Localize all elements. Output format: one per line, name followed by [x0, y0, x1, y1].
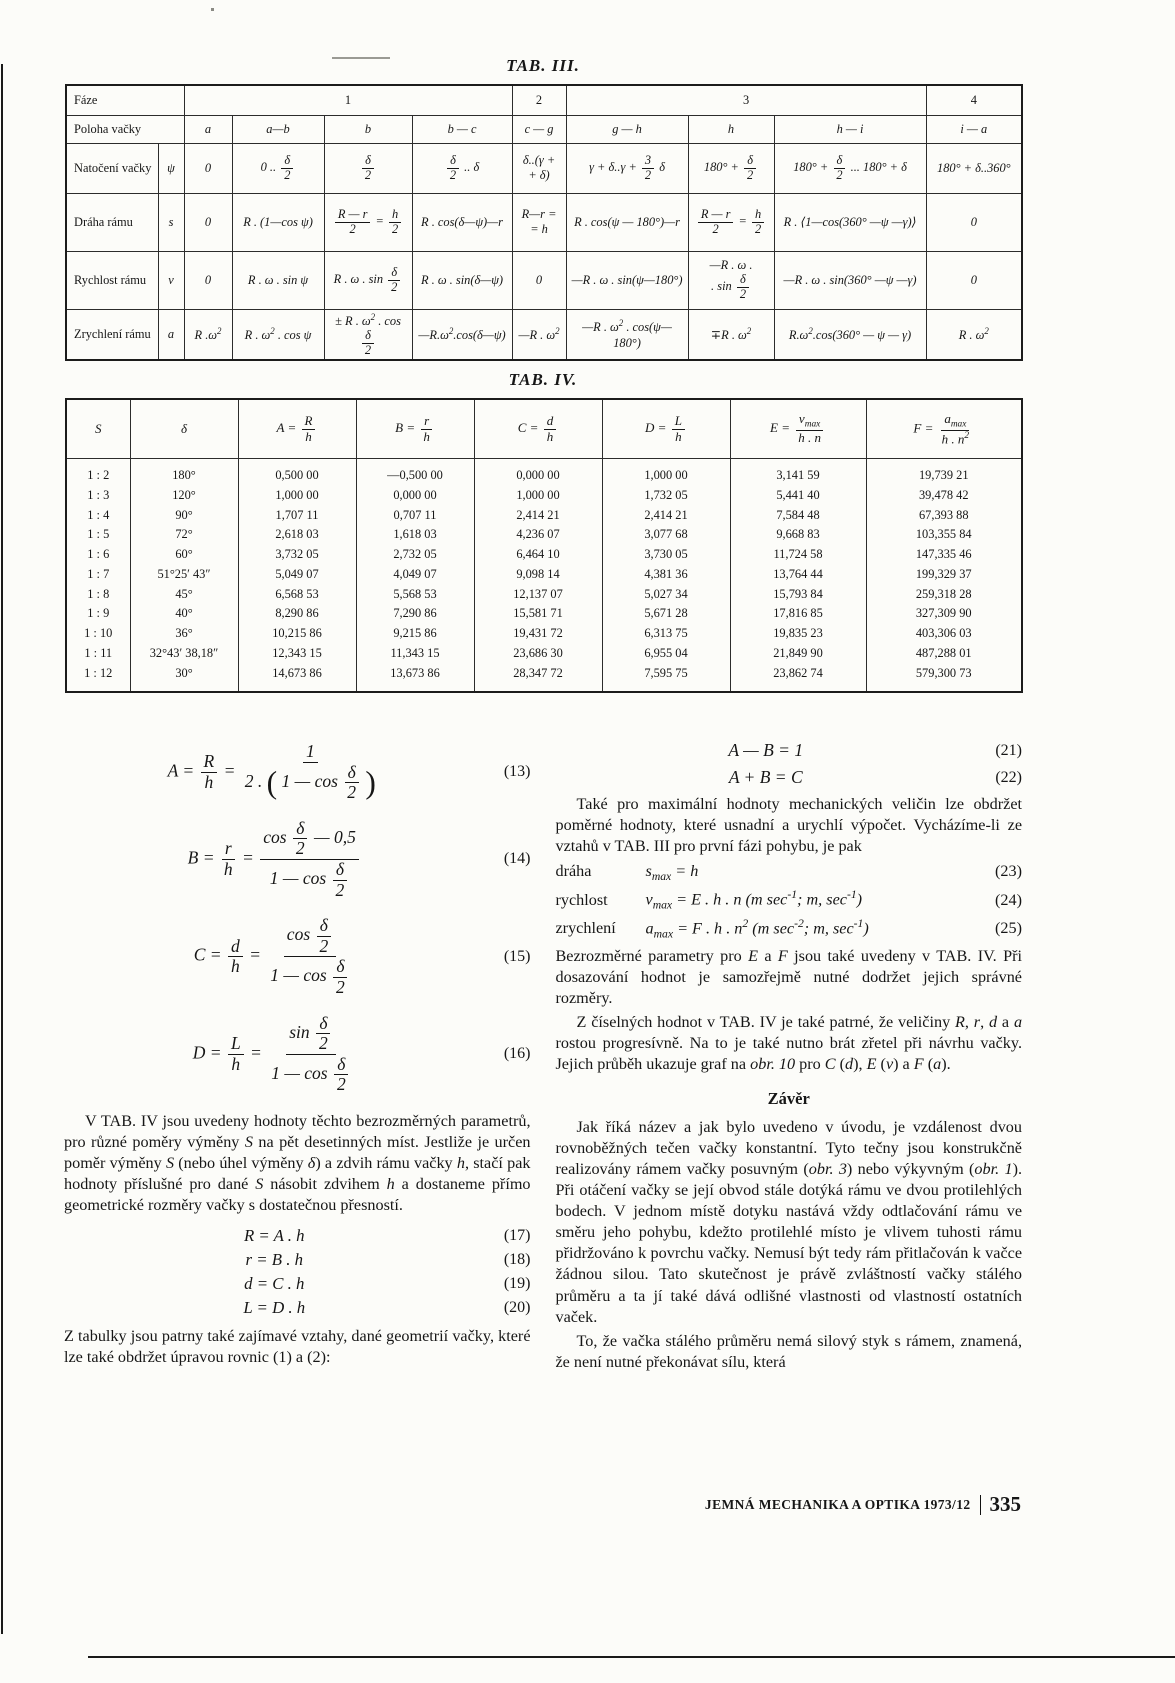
equation-24 — [556, 888, 1023, 912]
tab3-cell: R . $\omega^2$ — [926, 309, 1022, 360]
tab3-row-label: Dráha rámu — [66, 193, 158, 251]
tab3-cell: —R . $\omega^2$ — [512, 309, 566, 360]
paragraph-progressive: Z číselných hodnot v TAB. IV je také patrné, že veličiny R, r, d a a rostou progresívně. Na to je také nutno brát zřetel při návrhu vačky. Jejich průběh ukazuje graf na obr. 10 pro C (d), E (v) a F (a). — [555, 1012, 1023, 1073]
table-row — [66, 624, 1022, 644]
tab3-position-cell: h — i — [774, 115, 926, 143]
tab4-cell: 1,707 11 — [238, 505, 356, 525]
tab3-cell: 180° + $\frac{\delta}{2}$ — [688, 143, 774, 193]
table-row — [66, 143, 1022, 193]
tab3-position-cell: g — h — [566, 115, 688, 143]
tab4-title: TAB. IV. — [508, 370, 578, 389]
tab3-row-symbol: ψ — [158, 143, 184, 193]
tab4-cell: 32°43′ 38,18″ — [130, 644, 238, 664]
tab4-cell: 3,141 59 — [730, 459, 866, 486]
tab4-cell: 9,098 14 — [474, 565, 602, 585]
scan-artifact-bottom-line — [88, 1656, 1175, 1658]
equations-17-20 — [64, 1226, 531, 1318]
tab4-cell: 6,568 53 — [238, 584, 356, 604]
tab3-cell: R $.\omega^2$ — [184, 309, 232, 360]
tab3-position-cell: b — [324, 115, 412, 143]
equation-number: (24) — [995, 890, 1022, 909]
table-row — [66, 545, 1022, 565]
tab4-cell: 1,618 03 — [356, 525, 474, 545]
tab3-cell: $\frac{R — r}{2}$ = $\frac{h}{2}$ — [324, 193, 412, 251]
equation-formula: A = $\frac{R}{h}$ = 1 2 . ( 1 — cos $\frac{\delta}{2}$ ) — [167, 741, 376, 803]
equation-number: (17) — [503, 1227, 531, 1245]
tab4-cell: 5,027 34 — [602, 584, 730, 604]
table-row — [66, 251, 1022, 309]
tab4-cell: 5,671 28 — [602, 604, 730, 624]
tab4-cell: 120° — [130, 485, 238, 505]
tab3-row-symbol: v — [158, 251, 184, 309]
equation-formula: $a_{max} = F$ . h . $n^2$ (m $\sec^{-2}$; m, $\sec^{-1}$) — [645, 917, 869, 941]
tab4-cell: 4,236 07 — [474, 525, 602, 545]
table-row — [66, 644, 1022, 664]
tab3-title: TAB. III. — [506, 56, 580, 75]
tab3-position-cell: i — a — [926, 115, 1022, 143]
equation-formula: A + B = C — [728, 767, 803, 787]
tab4-cell: 17,816 85 — [730, 604, 866, 624]
tab4-header-row — [66, 399, 1022, 459]
tab4-cell: 60° — [130, 545, 238, 565]
tab4-cell: 4,381 36 — [602, 565, 730, 585]
tab3-cell: 180° + $\frac{\delta}{2}$ ... 180° + δ — [774, 143, 926, 193]
table-row — [66, 584, 1022, 604]
tab4-header-s: S — [66, 399, 130, 459]
tab4-cell: 1 : 8 — [66, 584, 130, 604]
tab4-cell: 4,049 07 — [356, 565, 474, 585]
tab4-cell: 1,000 00 — [474, 485, 602, 505]
equation-16 — [64, 1014, 531, 1095]
paragraph-tab4-values: V TAB. IV jsou uvedeny hodnoty těchto bezrozměrných parametrů, pro různé poměry výměny S na pět desetinných míst. Jestliže je určen poměr výměny S (nebo úhel výměny δ) a zdvih rámu vačky h, stačí pak hodnoty příslušné pro dané S násobit zdvihem h a dostaneme přímo geometrické rozměry vačky s dostatečnou přesností. — [64, 1111, 531, 1215]
tab4-cell: 10,215 86 — [238, 624, 356, 644]
equation-number: (21) — [995, 741, 1022, 759]
tab4-cell: 103,355 84 — [866, 525, 1022, 545]
tab3-cell: 0 — [184, 143, 232, 193]
equation-formula: d = C . h — [244, 1274, 305, 1294]
tab4-cell: 19,739 21 — [866, 459, 1022, 486]
equation-number: (23) — [995, 862, 1022, 881]
tab4-cell: 9,668 83 — [730, 525, 866, 545]
tab3-cell: ∓R . $\omega^2$ — [688, 309, 774, 360]
page-footer — [65, 1492, 1021, 1517]
journal-title: JEMNÁ MECHANIKA A OPTIKA 1973/12 — [704, 1496, 971, 1512]
tab4-cell: 19,431 72 — [474, 624, 602, 644]
equation-formula: D = $\frac{L}{h}$ = sin $\frac{\delta}{2}$ 1 — cos $\frac{\delta}{2}$ — [64, 1014, 485, 1095]
tab4-cell: 1 : 2 — [66, 459, 130, 486]
tab4-cell: 1,000 00 — [238, 485, 356, 505]
equation-15 — [64, 916, 531, 997]
equation-23 — [556, 862, 1023, 883]
scan-artifact-speck — [211, 8, 214, 11]
equation-label: zrychlení — [555, 919, 616, 938]
table-row — [66, 309, 1022, 360]
tab4-cell: 7,595 75 — [602, 663, 730, 691]
paragraph-max-values: Také pro maximální hodnoty mechanických veličin lze obdržet poměrné hodnoty, které usnadní a urychlí výpočet. Vycházíme-li ze vztahů v TAB. III pro první fázi pohybu, je pak — [555, 795, 1022, 856]
tab4-cell: 403,306 03 — [866, 624, 1022, 644]
tab3-phase-cell: 3 — [566, 85, 926, 115]
equation-label: dráha — [555, 862, 592, 881]
tab3-position-cell: c — g — [512, 115, 566, 143]
tab3-row-symbol: a — [158, 309, 184, 360]
tab3-phase-cell: 1 — [184, 85, 512, 115]
tab4-cell: 147,335 46 — [866, 545, 1022, 565]
tab3-cell: —R . ω . sin(360° —ψ —γ) — [774, 251, 926, 309]
tab3-cell: —R . ω . sin(ψ—180°) — [566, 251, 688, 309]
tab3-cell: R . ω . sin $\frac{\delta}{2}$ — [324, 251, 412, 309]
tab3-position-cell: a—b — [232, 115, 324, 143]
tab4-cell: 12,137 07 — [474, 584, 602, 604]
tab3-cell: 0 .. $\frac{\delta}{2}$ — [232, 143, 324, 193]
tab4-header-e: E = $\frac{v_{max}}{h . n}$ — [730, 399, 866, 459]
tab4-cell: 1,000 00 — [602, 459, 730, 486]
tab4-cell: 1 : 4 — [66, 505, 130, 525]
tab4-cell: 90° — [130, 505, 238, 525]
tab3-cell: $\frac{\delta}{2}$ — [324, 143, 412, 193]
tab4-cell: 13,764 44 — [730, 565, 866, 585]
tab4-cell: 0,000 00 — [356, 485, 474, 505]
article-body — [64, 734, 1022, 1376]
left-column — [64, 734, 531, 1376]
tab3-cell: R . $\omega^2$ . cos ψ — [232, 309, 324, 360]
table-row — [66, 485, 1022, 505]
equation-formula: r = B . h — [245, 1250, 303, 1270]
tab4-cell: 579,300 73 — [866, 663, 1022, 691]
tab4-cell: 9,215 86 — [356, 624, 474, 644]
tab4-cell: 327,309 90 — [866, 604, 1022, 624]
equation-formula: B = $\frac{r}{h}$ = cos $\frac{\delta}{2}$ — 0,5 1 — cos $\frac{\delta}{2}$ — [64, 819, 485, 900]
tab3-table — [65, 84, 1023, 361]
tab3-cell: 0 — [184, 193, 232, 251]
equation-formula: $s_{max} = h$ — [645, 862, 699, 884]
tab3-row-symbol: s — [158, 193, 184, 251]
tab4-cell: 19,835 23 — [730, 624, 866, 644]
table-row — [66, 193, 1022, 251]
tab3-cell: R . cos(δ—ψ)—r — [412, 193, 512, 251]
equation-21 — [556, 740, 1023, 761]
tab3-phase-cell: 4 — [926, 85, 1022, 115]
tab4-cell: —0,500 00 — [356, 459, 474, 486]
table-row — [66, 604, 1022, 624]
tab4-cell: 6,955 04 — [602, 644, 730, 664]
equation-number: (15) — [503, 947, 531, 965]
tab4-cell: 0,000 00 — [474, 459, 602, 486]
tab3-cell: R . (1—cos ψ) — [232, 193, 324, 251]
tab3-cell: R—r = = h — [512, 193, 566, 251]
tab4-cell: 3,732 05 — [238, 545, 356, 565]
paragraph-dimensionless: Bezrozměrné parametry pro E a F jsou také uvedeny v TAB. IV. Při dosazování hodnot je samozřejmě nutné dodržet jejich správné rozměry. — [555, 946, 1022, 1007]
tab3-cell: R . ⟨1—cos(360° —ψ —γ)⟩ — [774, 193, 926, 251]
tab3-cell: 0 — [512, 251, 566, 309]
equation-14 — [64, 819, 531, 900]
tab4-cell: 1 : 10 — [66, 624, 130, 644]
tab4-header-b: B = $\frac{r}{h}$ — [356, 399, 474, 459]
tab3-cell: $\frac{R — r}{2}$ = $\frac{h}{2}$ — [688, 193, 774, 251]
equation-20 — [64, 1298, 531, 1318]
tab3-cell: $\frac{\delta}{2}$ .. δ — [412, 143, 512, 193]
tab4-cell: 1 : 11 — [66, 644, 130, 664]
tab4-cell: 40° — [130, 604, 238, 624]
tab4-cell: 1 : 7 — [66, 565, 130, 585]
tab4-cell: 199,329 37 — [866, 565, 1022, 585]
equation-formula: $v_{max} = E$ . h . n (m $\sec^{-1}$; m, $\sec^{-1}$) — [645, 888, 863, 913]
tab4-cell: 13,673 86 — [356, 663, 474, 691]
tab3-cell: γ + δ..γ + $\frac{3}{2}$ δ — [566, 143, 688, 193]
tab4-cell: 5,049 07 — [238, 565, 356, 585]
tab4-cell: 15,793 84 — [730, 584, 866, 604]
paragraph-table-relations: Z tabulky jsou patrny také zajímavé vztahy, dané geometrií vačky, které lze také obdržet úpravou rovnic (1) a (2): — [64, 1327, 531, 1367]
equation-number: (19) — [503, 1275, 531, 1293]
tab4-table — [65, 398, 1023, 693]
table-row — [66, 505, 1022, 525]
tab4-header-delta: δ — [130, 399, 238, 459]
tab3-position-row — [66, 115, 1022, 143]
tab4-cell: 7,290 86 — [356, 604, 474, 624]
tab4-cell: 5,568 53 — [356, 584, 474, 604]
tab3-phase-cell: 2 — [512, 85, 566, 115]
tab4-cell: 1 : 6 — [66, 545, 130, 565]
equation-number: (22) — [995, 768, 1022, 786]
paragraph-conclusion-2: To, že vačka stálého průměru nemá silový styk s rámem, znamená, že není nutné překonávat sílu, která — [555, 1331, 1022, 1371]
tab3-cell: ± R . $\omega^2$ . cos $\frac{\delta}{2}$ — [324, 309, 412, 360]
tab4-cell: 21,849 90 — [730, 644, 866, 664]
tab3-cell: —R . ω . . sin $\frac{\delta}{2}$ — [688, 251, 774, 309]
tab4-cell: 6,464 10 — [474, 545, 602, 565]
tab4-body — [66, 459, 1022, 692]
page-number: 335 — [989, 1492, 1021, 1516]
tab4-cell: 28,347 72 — [474, 663, 602, 691]
tab4-cell: 0,500 00 — [238, 459, 356, 486]
tab4-header-f: F = $\frac{a_{max}}{h . n^2}$ — [866, 399, 1022, 459]
tab3-phase-row — [66, 85, 1022, 115]
tab4-cell: 39,478 42 — [866, 485, 1022, 505]
tab4-cell: 3,730 05 — [602, 545, 730, 565]
tab4-cell: 45° — [130, 584, 238, 604]
equation-number: (13) — [503, 763, 531, 781]
tab3-cell: $R.\omega^2.\cos(360^\circ$ — ψ — γ) — [774, 309, 926, 360]
tab3-cell: δ..(γ + + δ) — [512, 143, 566, 193]
equation-18 — [64, 1250, 531, 1270]
tab4-cell: 51°25′ 43″ — [130, 565, 238, 585]
tab4-cell: 1,732 05 — [602, 485, 730, 505]
table-row — [66, 525, 1022, 545]
paragraph-conclusion-1: Jak říká název a jak bylo uvedeno v úvodu, je vzdálenost dvou rovnoběžných tečen vačky konstantní. Tyto tečny jsou konstrukčně realizovány rámem vačky posuvným (obr. 3) nebo výkyvným (obr. 1). Při otáčení vačky se její obvod stále dotýká rámu ve dvou protilehlých bodech. V jednom místě dotyku nastává vždy odtlačování rámu ve směru jeho pohybu, kdežto protilehlé místo je vlivem tuhosti rámu přidržováno k povrchu vačky. Nemusí být tedy rám přitlačován k vačce žádnou silou. Tato skutečnost je právě zvláštností vačky stálého průměru a ta jí také dává odlišné vlastnosti od vlastností ostatních vaček. — [555, 1118, 1023, 1326]
tab3-row-label: Zrychlení rámu — [66, 309, 158, 360]
tab4-cell: 1 : 9 — [66, 604, 130, 624]
equation-number: (18) — [503, 1251, 531, 1269]
scan-artifact-left-line — [1, 64, 3, 1634]
tab3-cell: 0 — [926, 193, 1022, 251]
equation-label: rychlost — [555, 890, 608, 909]
tab4-cell: 67,393 88 — [866, 505, 1022, 525]
equation-formula: L = D . h — [243, 1298, 306, 1318]
tab4-cell: 12,343 15 — [238, 644, 356, 664]
tab4-cell: 1 : 3 — [66, 485, 130, 505]
tab4-cell: 1 : 12 — [66, 663, 130, 691]
equation-formula: C = $\frac{d}{h}$ = cos $\frac{\delta}{2}$ 1 — cos $\frac{\delta}{2}$ — [64, 916, 485, 997]
tab3-cell: R . cos(ψ — 180°)—r — [566, 193, 688, 251]
tab3-cell: —R . $\omega^2$ . cos(ψ—180°) — [566, 309, 688, 360]
table-row — [66, 459, 1022, 486]
tab4-header-c: C = $\frac{d}{h}$ — [474, 399, 602, 459]
equation-17 — [64, 1226, 531, 1246]
tab4-cell: 2,618 03 — [238, 525, 356, 545]
tab4-cell: 23,686 30 — [474, 644, 602, 664]
tab3-position-cell: a — [184, 115, 232, 143]
tab3-cell: R . ω . sin(δ—ψ) — [412, 251, 512, 309]
tab4-cell: 2,414 21 — [474, 505, 602, 525]
tab3-cell: 180° + δ..360° — [926, 143, 1022, 193]
conclusion-heading: Závěr — [767, 1089, 810, 1109]
tab3-cell: 0 — [184, 251, 232, 309]
tab4-cell: 36° — [130, 624, 238, 644]
tab3-cell: $—R.\omega^2.\cos(\delta—\psi)$ — [412, 309, 512, 360]
equation-25 — [556, 917, 1023, 941]
tab3-cell: R . ω . sin ψ — [232, 251, 324, 309]
tab4-cell: 1 : 5 — [66, 525, 130, 545]
tab4-cell: 0,707 11 — [356, 505, 474, 525]
tab3-cell: 0 — [926, 251, 1022, 309]
tab4-cell: 2,414 21 — [602, 505, 730, 525]
tab4-cell: 15,581 71 — [474, 604, 602, 624]
tab4-cell: 259,318 28 — [866, 584, 1022, 604]
table-row — [66, 663, 1022, 691]
footer-divider — [980, 1495, 981, 1515]
tab4-cell: 14,673 86 — [238, 663, 356, 691]
tab4-header-a: A = $\frac{R}{h}$ — [238, 399, 356, 459]
tab4-cell: 11,343 15 — [356, 644, 474, 664]
equation-formula: A — B = 1 — [728, 740, 804, 760]
tab3-position-cell: h — [688, 115, 774, 143]
tab4-cell: 3,077 68 — [602, 525, 730, 545]
tab3-position-cell: b — c — [412, 115, 512, 143]
tab4-cell: 180° — [130, 459, 238, 486]
tab4-cell: 487,288 01 — [866, 644, 1022, 664]
equation-13 — [64, 742, 531, 803]
tab4-cell: 7,584 48 — [730, 505, 866, 525]
equation-formula: R = A . h — [243, 1226, 305, 1246]
tab4-cell: 11,724 58 — [730, 545, 866, 565]
tab3-row-label: Natočení vačky — [66, 143, 158, 193]
table-row — [66, 565, 1022, 585]
equation-19 — [64, 1274, 531, 1294]
tab3-poloha-label: Poloha vačky — [66, 115, 184, 143]
tab4-cell: 8,290 86 — [238, 604, 356, 624]
equation-number: (20) — [503, 1299, 531, 1317]
tab4-cell: 30° — [130, 663, 238, 691]
tab4-cell: 72° — [130, 525, 238, 545]
equation-number: (25) — [995, 919, 1022, 938]
tab3-row-label: Rychlost rámu — [66, 251, 158, 309]
tab4-cell: 23,862 74 — [730, 663, 866, 691]
tab4-cell: 5,441 40 — [730, 485, 866, 505]
equation-number: (16) — [503, 1045, 531, 1063]
tab3-faze-label: Fáze — [66, 85, 184, 115]
right-column — [556, 734, 1023, 1376]
equation-number: (14) — [503, 850, 531, 868]
tab4-cell: 2,732 05 — [356, 545, 474, 565]
tab4-cell: 6,313 75 — [602, 624, 730, 644]
tab4-header-d: D = $\frac{L}{h}$ — [602, 399, 730, 459]
equation-22 — [556, 767, 1023, 788]
